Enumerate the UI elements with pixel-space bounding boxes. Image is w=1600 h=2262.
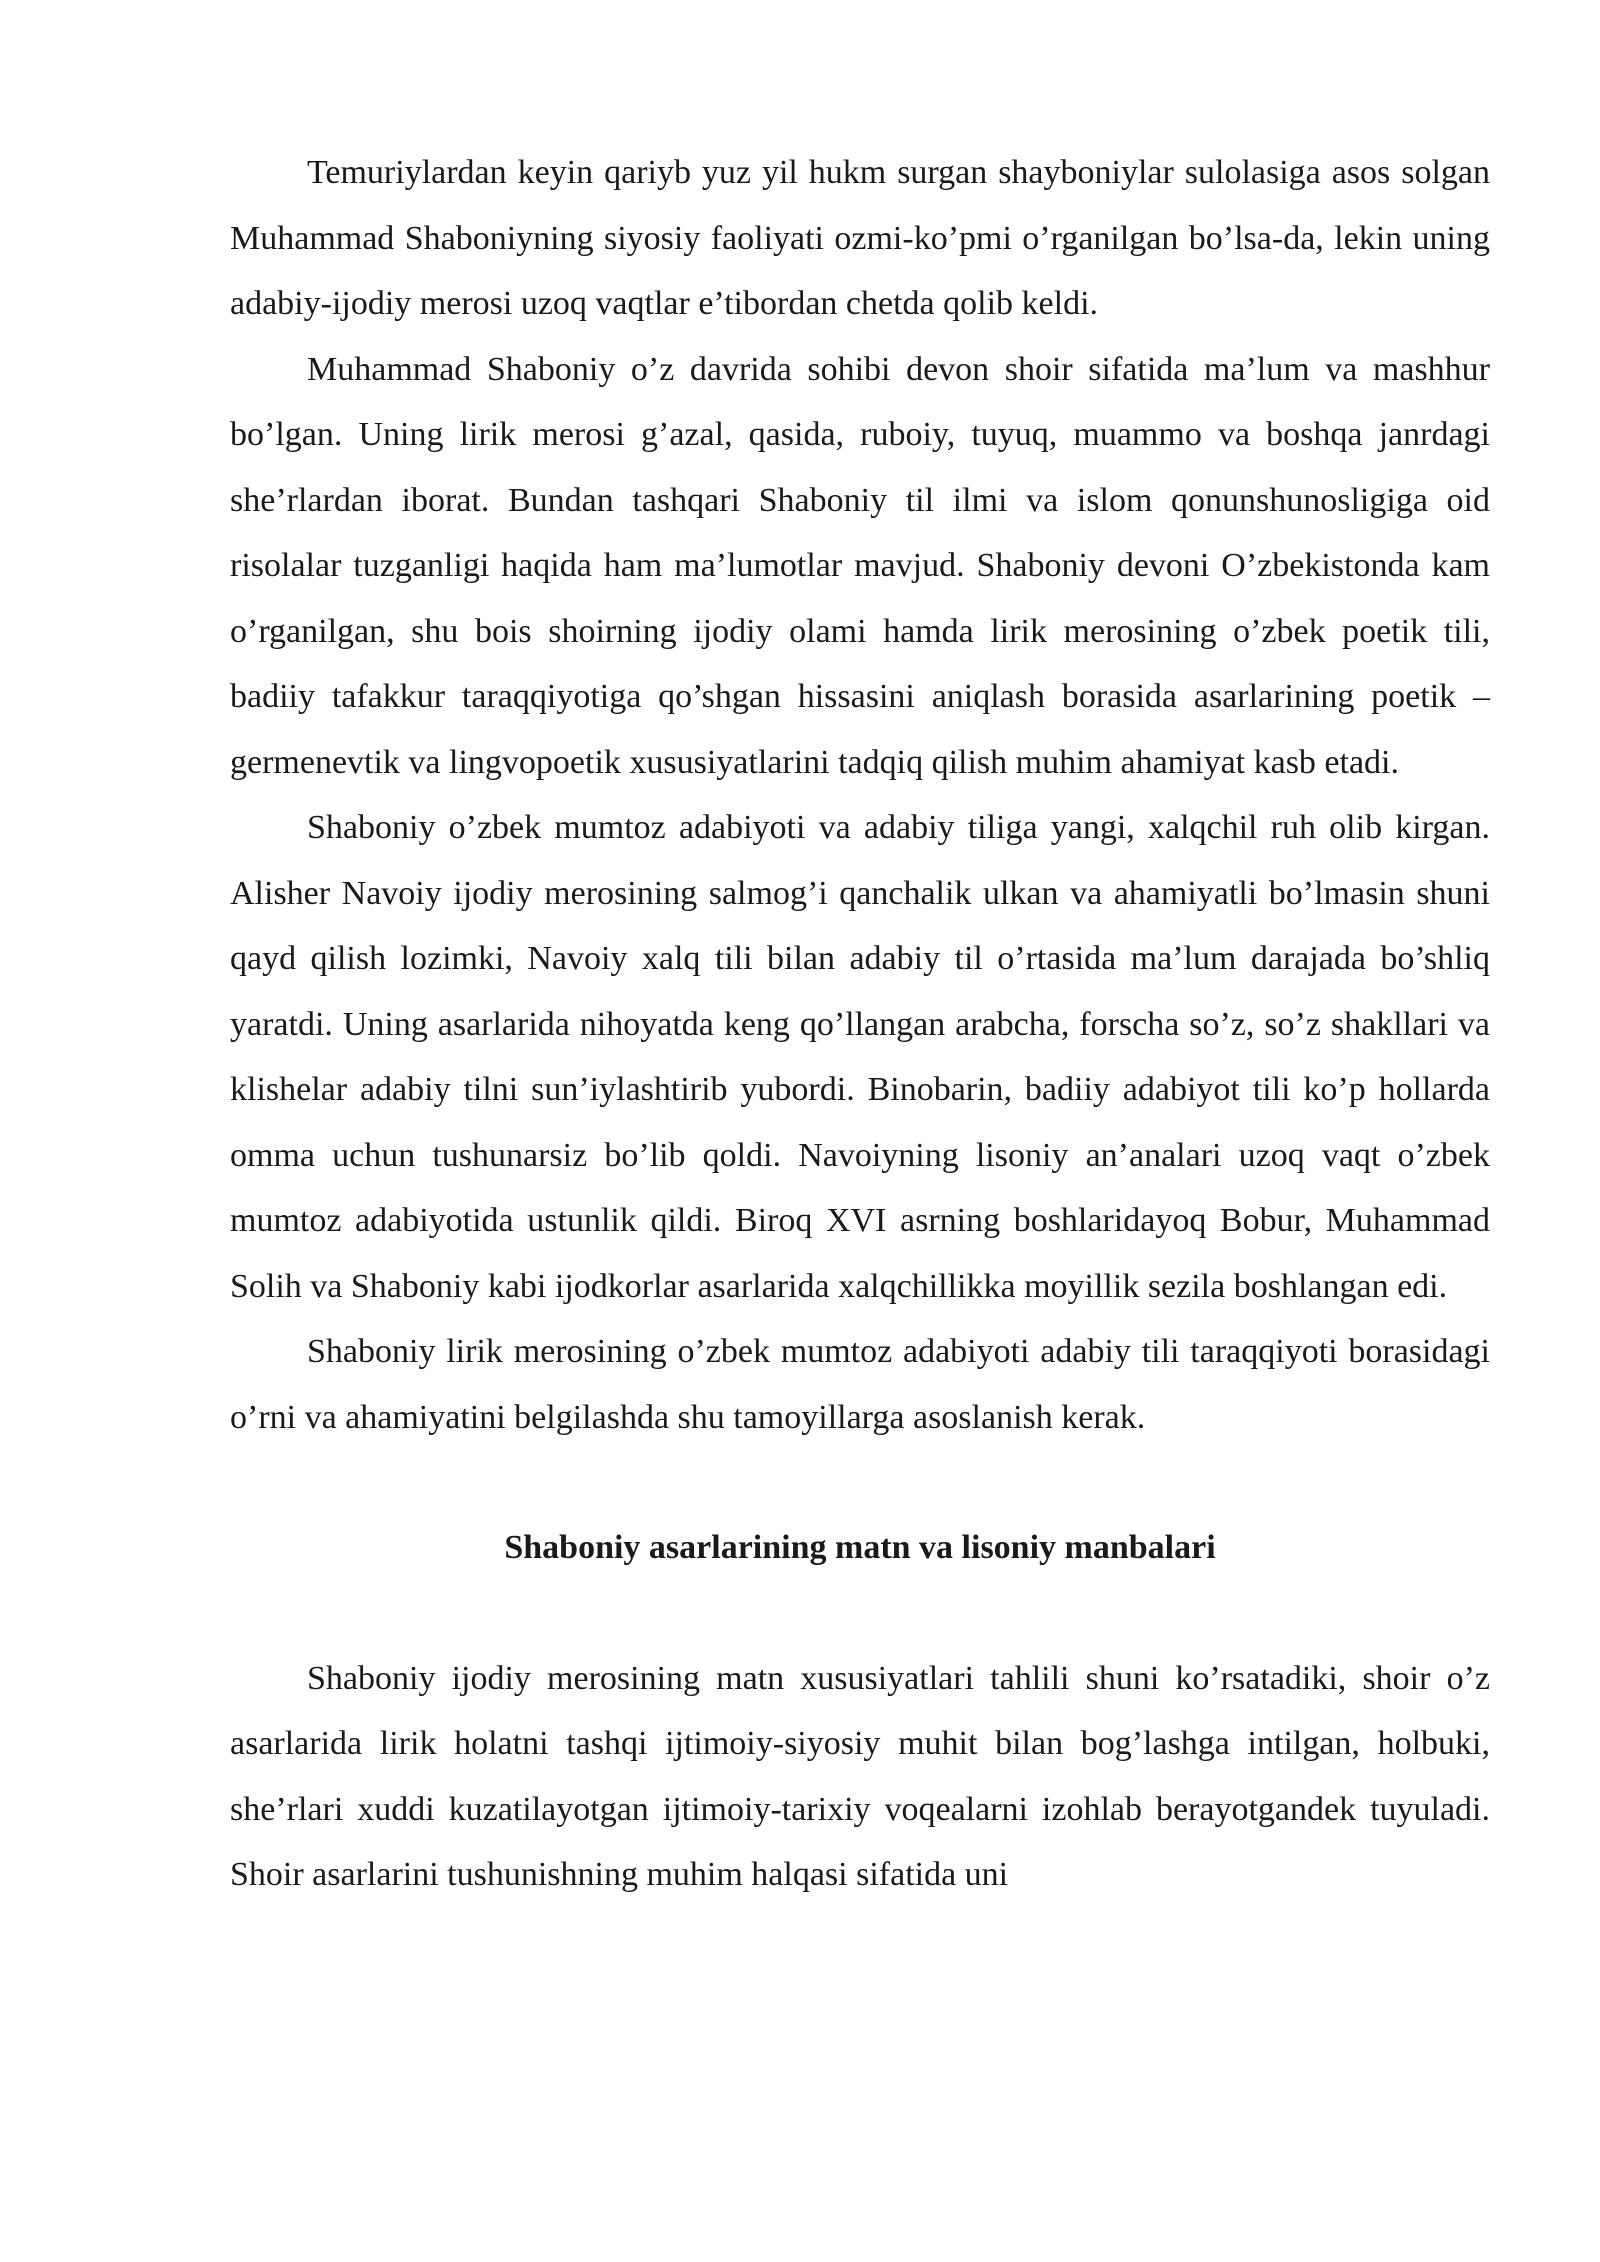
paragraph-xalqchil-ruh: Shaboniy o’zbek mumtoz adabiyoti va adabiy tiliga yangi, xalqchil ruh olib kirgan. Alisher Navoiy ijodiy merosining salmog’i qanchalik ulkan va ahamiyatli bo’lmasin shuni qayd qilish lozimki, Navoiy xalq tili bilan adabiy til o’rtasida ma’lum darajada bo’shliq yaratdi. Uning asarlarida nihoyatda keng qo’llangan arabcha, forscha so’z, so’z shakllari va klishelar adabiy tilni sun’iylashtirib yubordi. Binobarin, badiiy adabiyot tili ko’p hollarda omma uchun tushunarsiz bo’lib qoldi. Navoiyning lisoniy an’analari uzoq vaqt o’zbek mumtoz adabiyotida ustunlik qildi. Biroq XVI asrning boshlaridayoq Bobur, Muhammad Solih va Shaboniy kabi ijodkorlar asarlarida xalqchillikka moyillik sezila boshlangan edi. (230, 809, 1490, 1305)
paragraph-matn-xususiyatlari: Shaboniy ijodiy merosining matn xususiyatlari tahlili shuni ko’rsatadiki, shoir o’z asarlarida lirik holatni tashqi ijtimoiy-siyosiy muhit bilan bog’lashga intilgan, holbuki, she’rlari xuddi kuzatilayotgan ijtimoiy-tarixiy voqealarni izohlab berayotgandek tuyuladi. Shoir asarlarini tushunishning muhim halqasi sifatida uni (230, 1659, 1490, 1893)
section-heading: Shaboniy asarlarining matn va lisoniy manbalari (504, 1529, 1216, 1566)
section-spacer (230, 1581, 1490, 1646)
document-page (230, 140, 1490, 1908)
paragraph-tamoyillar: Shaboniy lirik merosining o’zbek mumtoz adabiyoti adabiy tili taraqqiyoti borasidagi o’rni va ahamiyatini belgilashda shu tamoyillarga asoslanish kerak. (230, 1333, 1490, 1436)
paragraph-sohibi-devon: Muhammad Shaboniy o’z davrida sohibi devon shoir sifatida ma’lum va mashhur bo’lgan. Uning lirik merosi g’azal, qasida, ruboiy, tuyuq, muammo va boshqa janrdagi she’rlardan iborat. Bundan tashqari Shaboniy til ilmi va islom qonunshunosligiga oid risolalar tuzganligi haqida ham ma’lumotlar mavjud. Shaboniy devoni O’zbekistonda kam o’rganilgan, shu bois shoirning ijodiy olami hamda lirik merosining o’zbek poetik tili, badiiy tafakkur taraqqiyotiga qo’shgan hissasini aniqlash borasida asarlarining poetik – germenevtik va lingvopoetik xususiyatlarini tadqiq qilish muhim ahamiyat kasb etadi. (230, 350, 1490, 781)
paragraph-shayboniylar-intro: Temuriylardan keyin qariyb yuz yil hukm surgan shayboniylar sulolasiga asos solgan Muhammad Shaboniyning siyosiy faoliyati ozmi-ko’pmi o’rganilgan bo’lsa-da, lekin uning adabiy-ijodiy merosi uzoq vaqtlar e’tibordan chetda qolib keldi. (230, 154, 1490, 322)
section-spacer (230, 1450, 1490, 1515)
